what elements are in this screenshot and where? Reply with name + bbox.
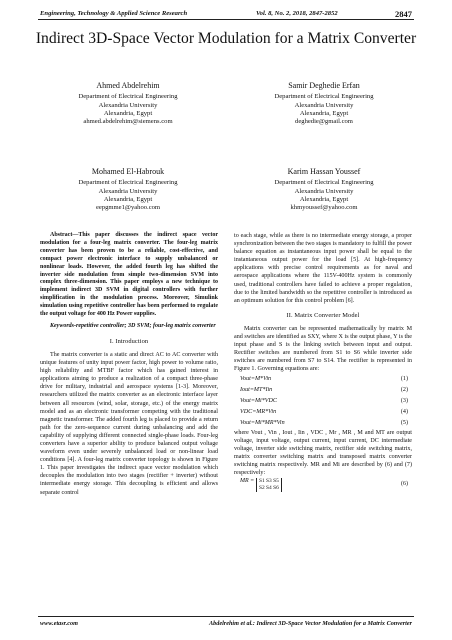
equation-number: (2) — [400, 386, 408, 393]
author-name: Samir Deghedie Erfan — [288, 81, 360, 90]
journal-name: Engineering, Technology & Applied Science Research — [40, 10, 188, 17]
author-location: Alexandria, Egypt — [103, 195, 153, 203]
author-name: Mohamed El-Habrouk — [91, 167, 165, 176]
model-paragraph-2: where Vout , Vin , Iout , Iin , VDC , Mr , MR , M and MT are output voltage, input voltage, output current, input current, DC intermediate voltage, inverter side switching matrix, rectifier side switching matrix, matrix converter switching matrix and transposed matrix converter switching matrix respectively. MR and Mi are described by (6) and (7) respectively: — [234, 429, 412, 477]
continued-paragraph: to each stage, while as there is no intermediate energy storage, a proper synchronization between the two stages is mandatory to fulfill the power balance equation as instantaneous input power shall be equal to the instantaneous output power for the load [5]. At high-frequency applications with precise control requirements as for naval and aerospace applications where the 115V-400Hz system is commonly used, traditional controllers have failed to achieve a proper regulation, due to the limited bandwidth so the repetitive controller is introduced as an optimum solution for this control problem [6]. — [234, 233, 412, 304]
author-location: Alexandria, Egypt — [103, 109, 153, 117]
author-dept: Department of Electrical Engineering — [78, 179, 178, 187]
equation-number: (3) — [400, 397, 408, 404]
author-univ: Alexandria University — [294, 101, 354, 109]
intro-paragraph: The matrix converter is a static and direct AC to AC converter with unique features of unity input power factor, high power to volume ratio, high reliability and MTBF factor which has gained interest in applications aiming to produce a realization of a compact three-phase drive for military, industrial and aerospace systems [1-3]. Moreover, researchers utilized the matrix converter as an electronic interface layer between all resources (wind, solar, storage, etc.) of the energy matrix model and as an electronic transformer competing with the traditional magnetic transformer. The added fourth leg is placed to provide a return path for the zero-sequence current during unbalancing and add the capability of supplying different connected single-phase loads. Four-leg converters have a superior ability to produce balanced output voltage waveform even under severely unbalanced load or non-linear load conditions [4]. A four-leg matrix converter topology is shown in Figure 1. This paper investigates the indirect space vector modulation which decouples the modulation into two stages (rectifier + inverter) without intermediate energy storage. This decoupling is efficient and allows separate control — [40, 351, 218, 496]
author-email[interactable]: eepgmme1@yahoo.com — [95, 204, 161, 212]
equation-1: Vout=M*Vin (1) — [234, 374, 412, 385]
equation-6 — [234, 478, 412, 492]
author-univ: Alexandria University — [294, 187, 354, 195]
author-location: Alexandria, Egypt — [299, 195, 349, 203]
equation-number: (6) — [401, 480, 408, 487]
author-dept: Department of Electrical Engineering — [274, 93, 374, 101]
author-block-2 — [236, 82, 412, 126]
equation-list — [234, 374, 412, 429]
equation-4: VDC=MR*Vin (4) — [234, 407, 412, 418]
author-dept: Department of Electrical Engineering — [78, 93, 178, 101]
equation-2: Iout=MT*Iin (2) — [234, 385, 412, 396]
author-block-1 — [40, 82, 216, 126]
left-column — [40, 232, 218, 497]
model-paragraph: Matrix converter can be represented mathematically by matrix M and switches are identified as SXY, where X is the output phase, Y is the input phase and S is the linking switch between input and output. Rectifier switches are numbered from S1 to S6 while inverter side switches are numbered from S7 to S14. The rectifier is represented in Figure 1. Governing equations are: — [234, 325, 412, 373]
author-name: Karim Hassan Youssef — [287, 167, 361, 176]
running-header — [40, 10, 412, 17]
keywords: Keywords-repetitive controller; 3D SVM; four-leg matrix converter — [50, 322, 216, 329]
author-univ: Alexandria University — [98, 187, 158, 195]
section-heading-model: II. Matrix Converter Model — [286, 311, 360, 319]
equation-number: (1) — [400, 375, 408, 382]
matrix-body: S1 S3 S5 S2 S4 S6 — [256, 478, 282, 492]
equation-number: (5) — [400, 419, 408, 426]
matrix-lhs: MR = — [240, 477, 255, 484]
author-email[interactable]: deghedie@gmail.com — [295, 118, 353, 126]
paper-title: Indirect 3D-Space Vector Modulation for a Matrix Converter — [35, 30, 417, 47]
journal-url[interactable]: www.etasr.com — [40, 620, 78, 627]
equation-5: Vout=Mi*MR*Vin (5) — [234, 418, 412, 429]
author-name: Ahmed Abdelrehim — [96, 81, 160, 90]
equation-number: (4) — [400, 408, 408, 415]
equation-3: Vout=Mi*VDC (3) — [234, 396, 412, 407]
section-heading-introduction: I. Introduction — [109, 337, 149, 345]
running-footer — [40, 620, 412, 627]
header-rule — [38, 19, 414, 20]
page-number: 2847 — [395, 9, 412, 19]
author-univ: Alexandria University — [98, 101, 158, 109]
author-dept: Department of Electrical Engineering — [274, 179, 374, 187]
citation-line: Abdelrehim et al.: Indirect 3D-Space Vector Modulation for a Matrix Converter — [209, 620, 412, 627]
author-block-4 — [236, 168, 412, 212]
author-email[interactable]: khmyoussef@yahoo.com — [290, 204, 358, 212]
right-column — [234, 232, 412, 492]
footer-rule — [38, 616, 414, 617]
volume-info: Vol. 8, No. 2, 2018, 2847-2852 — [256, 10, 338, 17]
author-email[interactable]: ahmed.abdelrehim@siemens.com — [83, 118, 173, 126]
abstract: Abstract—This paper discusses the indirect space vector modulation for a four-leg matrix converter. The four-leg matrix converter has been proven to be a reliable, cost-effective, and compact power electronic interface to supply unbalanced or nonlinear loads. However, the added fourth leg has shifted the inverter side modulation from simple two-dimension SVM into complex three-dimension. This paper employs a new technique to implement indirect 3D SVM in digital controllers with further simplification in the modulation process. Moreover, Simulink simulation using repetitive controller has been performed to regulate the output voltage for 400 Hz Power supplies. — [40, 232, 218, 318]
author-location: Alexandria, Egypt — [299, 109, 349, 117]
author-block-3 — [40, 168, 216, 212]
